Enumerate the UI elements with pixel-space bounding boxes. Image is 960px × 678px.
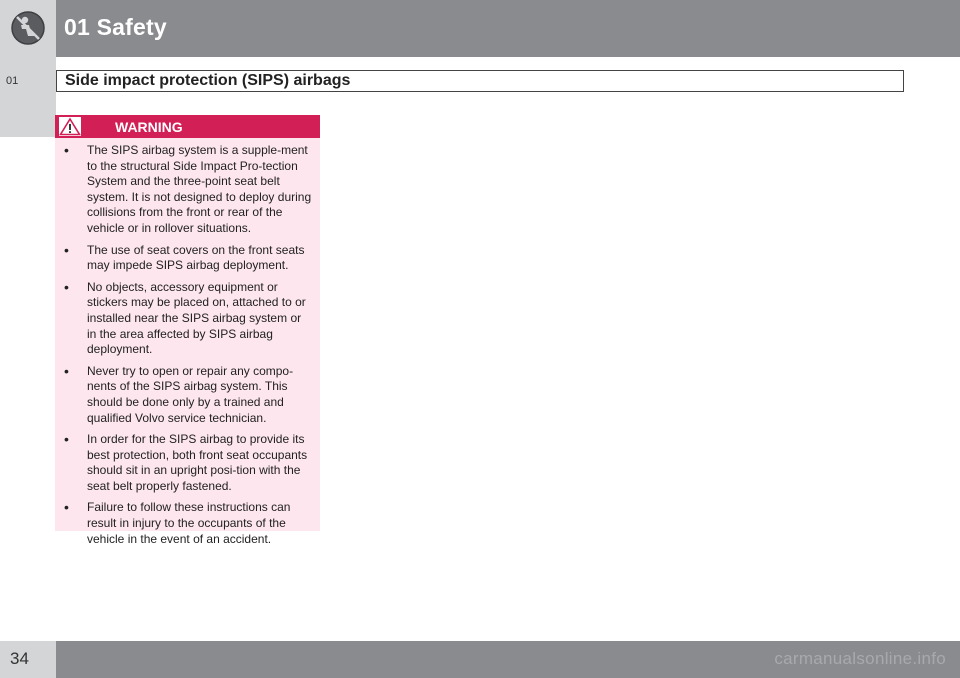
warning-triangle-icon (59, 117, 81, 136)
chapter-side-tab (0, 57, 56, 137)
chapter-tab-label: 01 (6, 75, 19, 87)
page-title: 01 Safety (64, 14, 167, 40)
list-item: • The SIPS airbag system is a supple-ment to the structural Side Impact Pro-tection System and the three-point seat belt system. It is not designed to deploy during collisions from the front or rear of the vehicle or in rollover situations. (63, 143, 313, 237)
page-number-box (0, 641, 56, 678)
warning-header (55, 115, 320, 138)
list-item: • In order for the SIPS airbag to provide its best protection, both front seat occupants should sit in an upright posi-tion with the seat belt properly fastened. (63, 432, 313, 494)
page-number: 34 (10, 649, 29, 668)
seatbelt-prohibited-icon (10, 10, 46, 46)
watermark: carmanualsonline.info (774, 649, 946, 668)
list-item: • The use of seat covers on the front seats may impede SIPS airbag deployment. (63, 243, 313, 274)
list-item: • Never try to open or repair any compo-nents of the SIPS airbag system. This should be done only by a trained and qualified Volvo service technician. (63, 364, 313, 426)
page-footer (0, 641, 960, 678)
warning-box (55, 115, 320, 546)
page-header (0, 0, 960, 57)
list-item: • Failure to follow these instructions can result in injury to the occupants of the vehicle in the event of an accident. (63, 500, 313, 547)
header-icon-box (0, 0, 56, 57)
warning-list (63, 143, 313, 553)
list-item: • No objects, accessory equipment or stickers may be placed on, attached to or installed near the SIPS airbag system or in the area affected by SIPS airbag deployment. (63, 280, 313, 358)
warning-label: WARNING (115, 119, 183, 135)
section-title: Side impact protection (SIPS) airbags (56, 70, 904, 92)
